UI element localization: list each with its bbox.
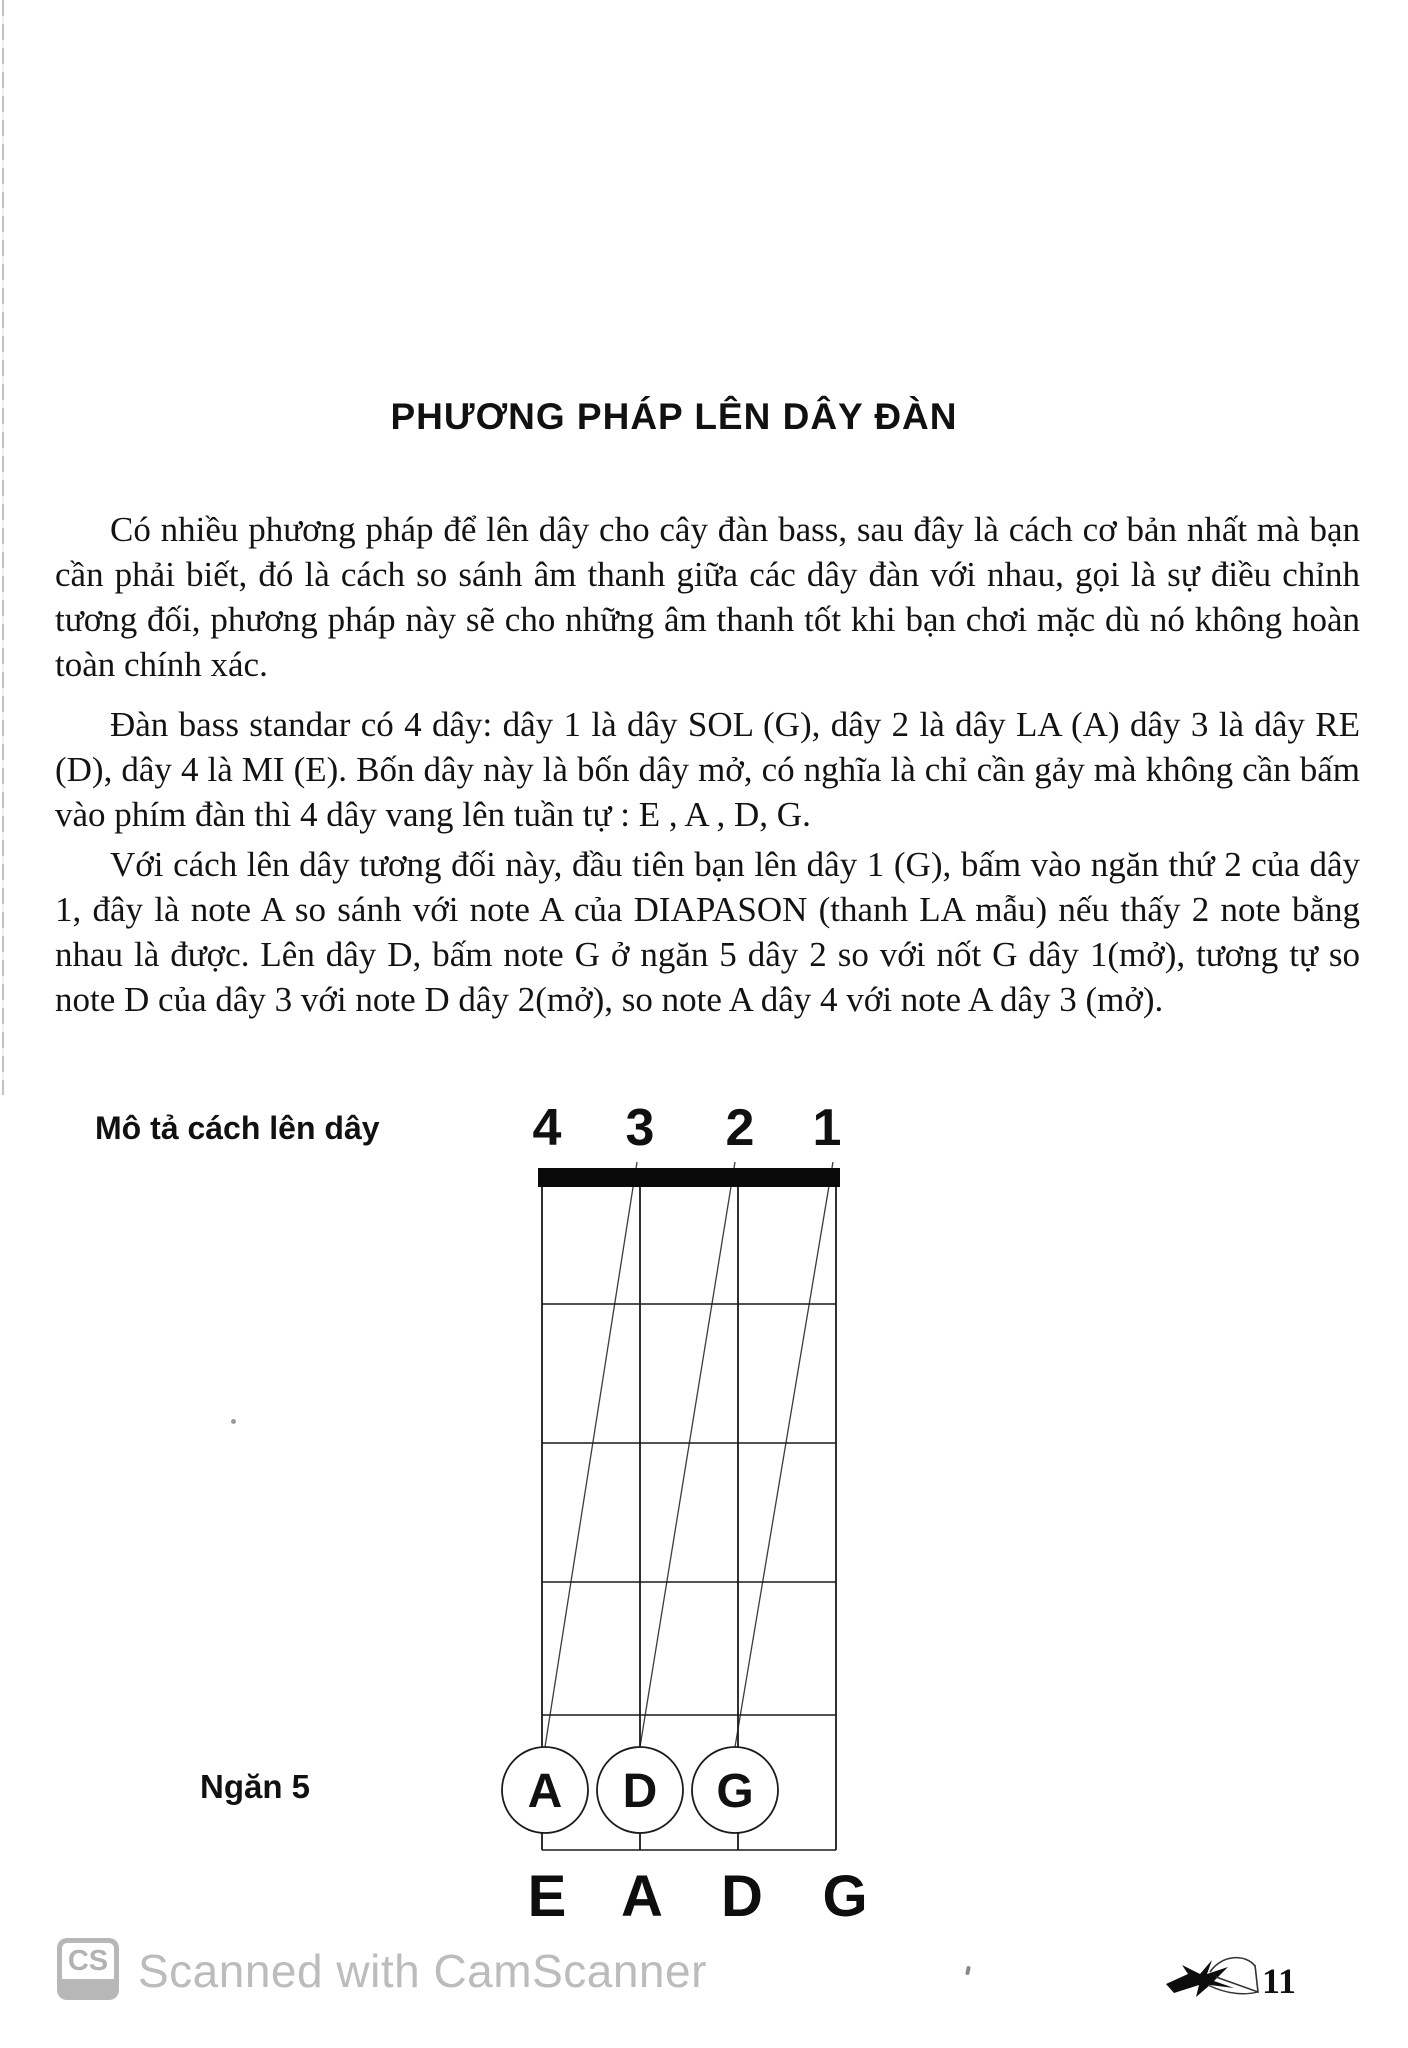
fret-5-label: Ngăn 5 (200, 1768, 311, 1805)
camscanner-logo-icon (57, 1938, 119, 2000)
string-number-4: 4 (532, 1099, 562, 1157)
scan-edge-artifact (2, 0, 4, 1095)
tuning-line-2-to-1 (735, 1162, 833, 1747)
paragraph-method: Với cách lên dây tương đối này, đầu tiên bạn lên dây 1 (G), bấm vào ngăn thứ 2 của dây 1, đây là note A so sánh với note A của DIAPASON (thanh LA mẫu) nếu thấy 2 note bằng nhau là được. Lên dây D, bấm note G ở ngăn 5 dây 2 so với nốt G dây 1(mở), tương tự so note D của dây 3 với note D dây 2(mở), so note A dây 4 với note A dây 3 (mở). (55, 845, 1360, 1019)
string-number-3: 3 (625, 1099, 655, 1157)
page-title: PHƯƠNG PHÁP LÊN DÂY ĐÀN (390, 396, 958, 437)
page-number: 11 (1262, 1961, 1297, 2001)
open-string-D: D (721, 1864, 763, 1929)
tuning-line-4-to-3 (545, 1162, 637, 1747)
pen-scribble-icon (1158, 1952, 1270, 2002)
fretboard-graphic (500, 1160, 900, 1940)
tuning-line-3-to-2 (640, 1162, 735, 1747)
paragraph-strings: Đàn bass standar có 4 dây: dây 1 là dây SOL (G), dây 2 là dây LA (A) dây 3 là dây RE (D), dây 4 là MI (E). Bốn dây này là bốn dây mở, có nghĩa là chỉ cần gảy mà không cần bấm vào phím đàn thì 4 dây vang lên tuần tự : E , A , D, G. (55, 705, 1360, 834)
camscanner-watermark: Scanned with CamScanner (138, 1945, 707, 1997)
fretted-note-A: A (527, 1765, 563, 1818)
ink-speck (231, 1419, 236, 1424)
nut-bar (538, 1168, 840, 1187)
paragraph-intro: Có nhiều phương pháp để lên dây cho cây đàn bass, sau đây là cách cơ bản nhất mà bạn cần phải biết, đó là cách so sánh âm thanh giữa các dây đàn với nhau, gọi là sự điều chỉnh tương đối, phương pháp này sẽ cho những âm thanh tốt khi bạn chơi mặc dù nó không hoàn toàn chính xác. (55, 510, 1360, 684)
string-number-2: 2 (725, 1099, 755, 1157)
camscanner-logo-text: CS (62, 1943, 114, 1979)
open-string-A: A (621, 1864, 663, 1929)
fretted-note-G: G (716, 1765, 754, 1818)
open-string-G: G (822, 1864, 868, 1929)
open-string-E: E (527, 1864, 567, 1929)
fretted-note-D: D (622, 1765, 658, 1818)
ink-speck-2 (965, 1966, 971, 1976)
diagram-caption: Mô tả cách lên dây (95, 1110, 380, 1146)
string-number-1: 1 (812, 1099, 842, 1157)
